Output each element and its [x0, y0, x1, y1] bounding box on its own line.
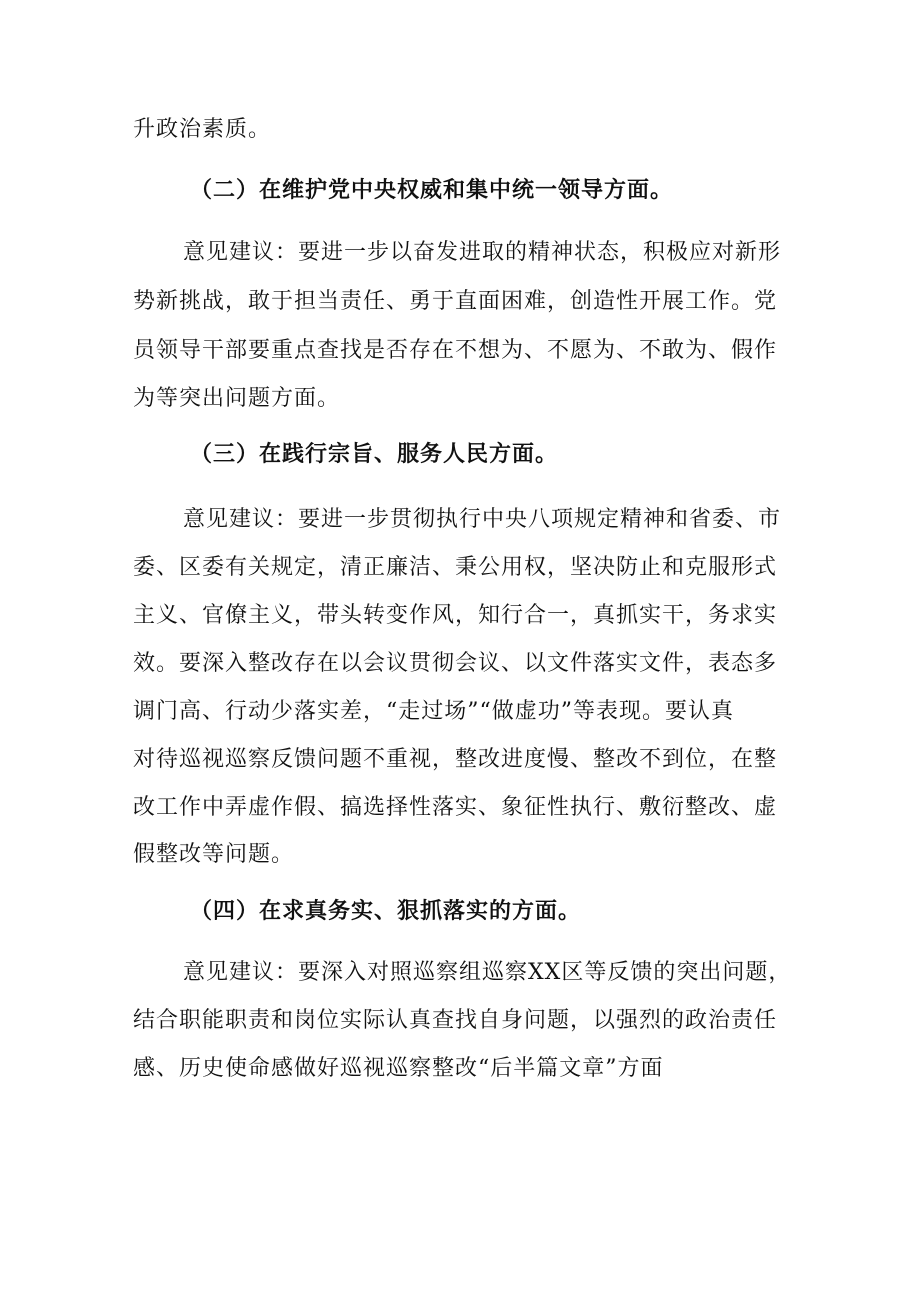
text-line: 委、区委有关规定，清正廉洁、秉公用权，坚决防止和克服形式	[133, 555, 778, 580]
section-heading: （四）在求真务实、狠抓落实的方面。	[190, 899, 582, 924]
section-heading: （三）在践行宗旨、服务人民方面。	[190, 442, 559, 467]
section-heading: （二）在维护党中央权威和集中统一领导方面。	[190, 178, 674, 203]
text-line: 升政治素质。	[133, 117, 272, 142]
text-line: 对待巡视巡察反馈问题不重视，整改进度慢、整改不到位，在整	[133, 747, 778, 772]
text-line: 主义、官僚主义，带头转变作风，知行合一，真抓实干，务求实	[133, 603, 778, 628]
text-line: 结合职能职责和岗位实际认真查找自身问题，以强烈的政治责任	[133, 1008, 778, 1033]
text-line: 感、历史使命感做好巡视巡察整改“后半篇文章”方面	[133, 1056, 664, 1081]
text-line: 意见建议：要深入对照巡察组巡察XX区等反馈的突出问题，	[183, 960, 792, 985]
text-line: 员领导干部要重点查找是否存在不想为、不愿为、不敢为、假作	[133, 338, 778, 363]
text-line: 势新挑战，敢于担当责任、勇于直面困难，创造性开展工作。党	[133, 289, 778, 314]
text-line: 意见建议：要进一步贯彻执行中央八项规定精神和省委、市	[183, 507, 782, 532]
text-line: 假整改等问题。	[133, 842, 295, 867]
text-line: 为等突出问题方面。	[133, 386, 341, 411]
text-line: 意见建议：要进一步以奋发进取的精神状态，积极应对新形	[183, 240, 782, 265]
text-line: 效。要深入整改存在以会议贯彻会议、以文件落实文件，表态多	[133, 651, 778, 676]
text-line: 改工作中弄虚作假、搞选择性落实、象征性执行、敷衍整改、虚	[133, 795, 778, 820]
text-line: 调门高、行动少落实差，“走过场”“做虚功”等表现。要认真	[133, 699, 734, 724]
